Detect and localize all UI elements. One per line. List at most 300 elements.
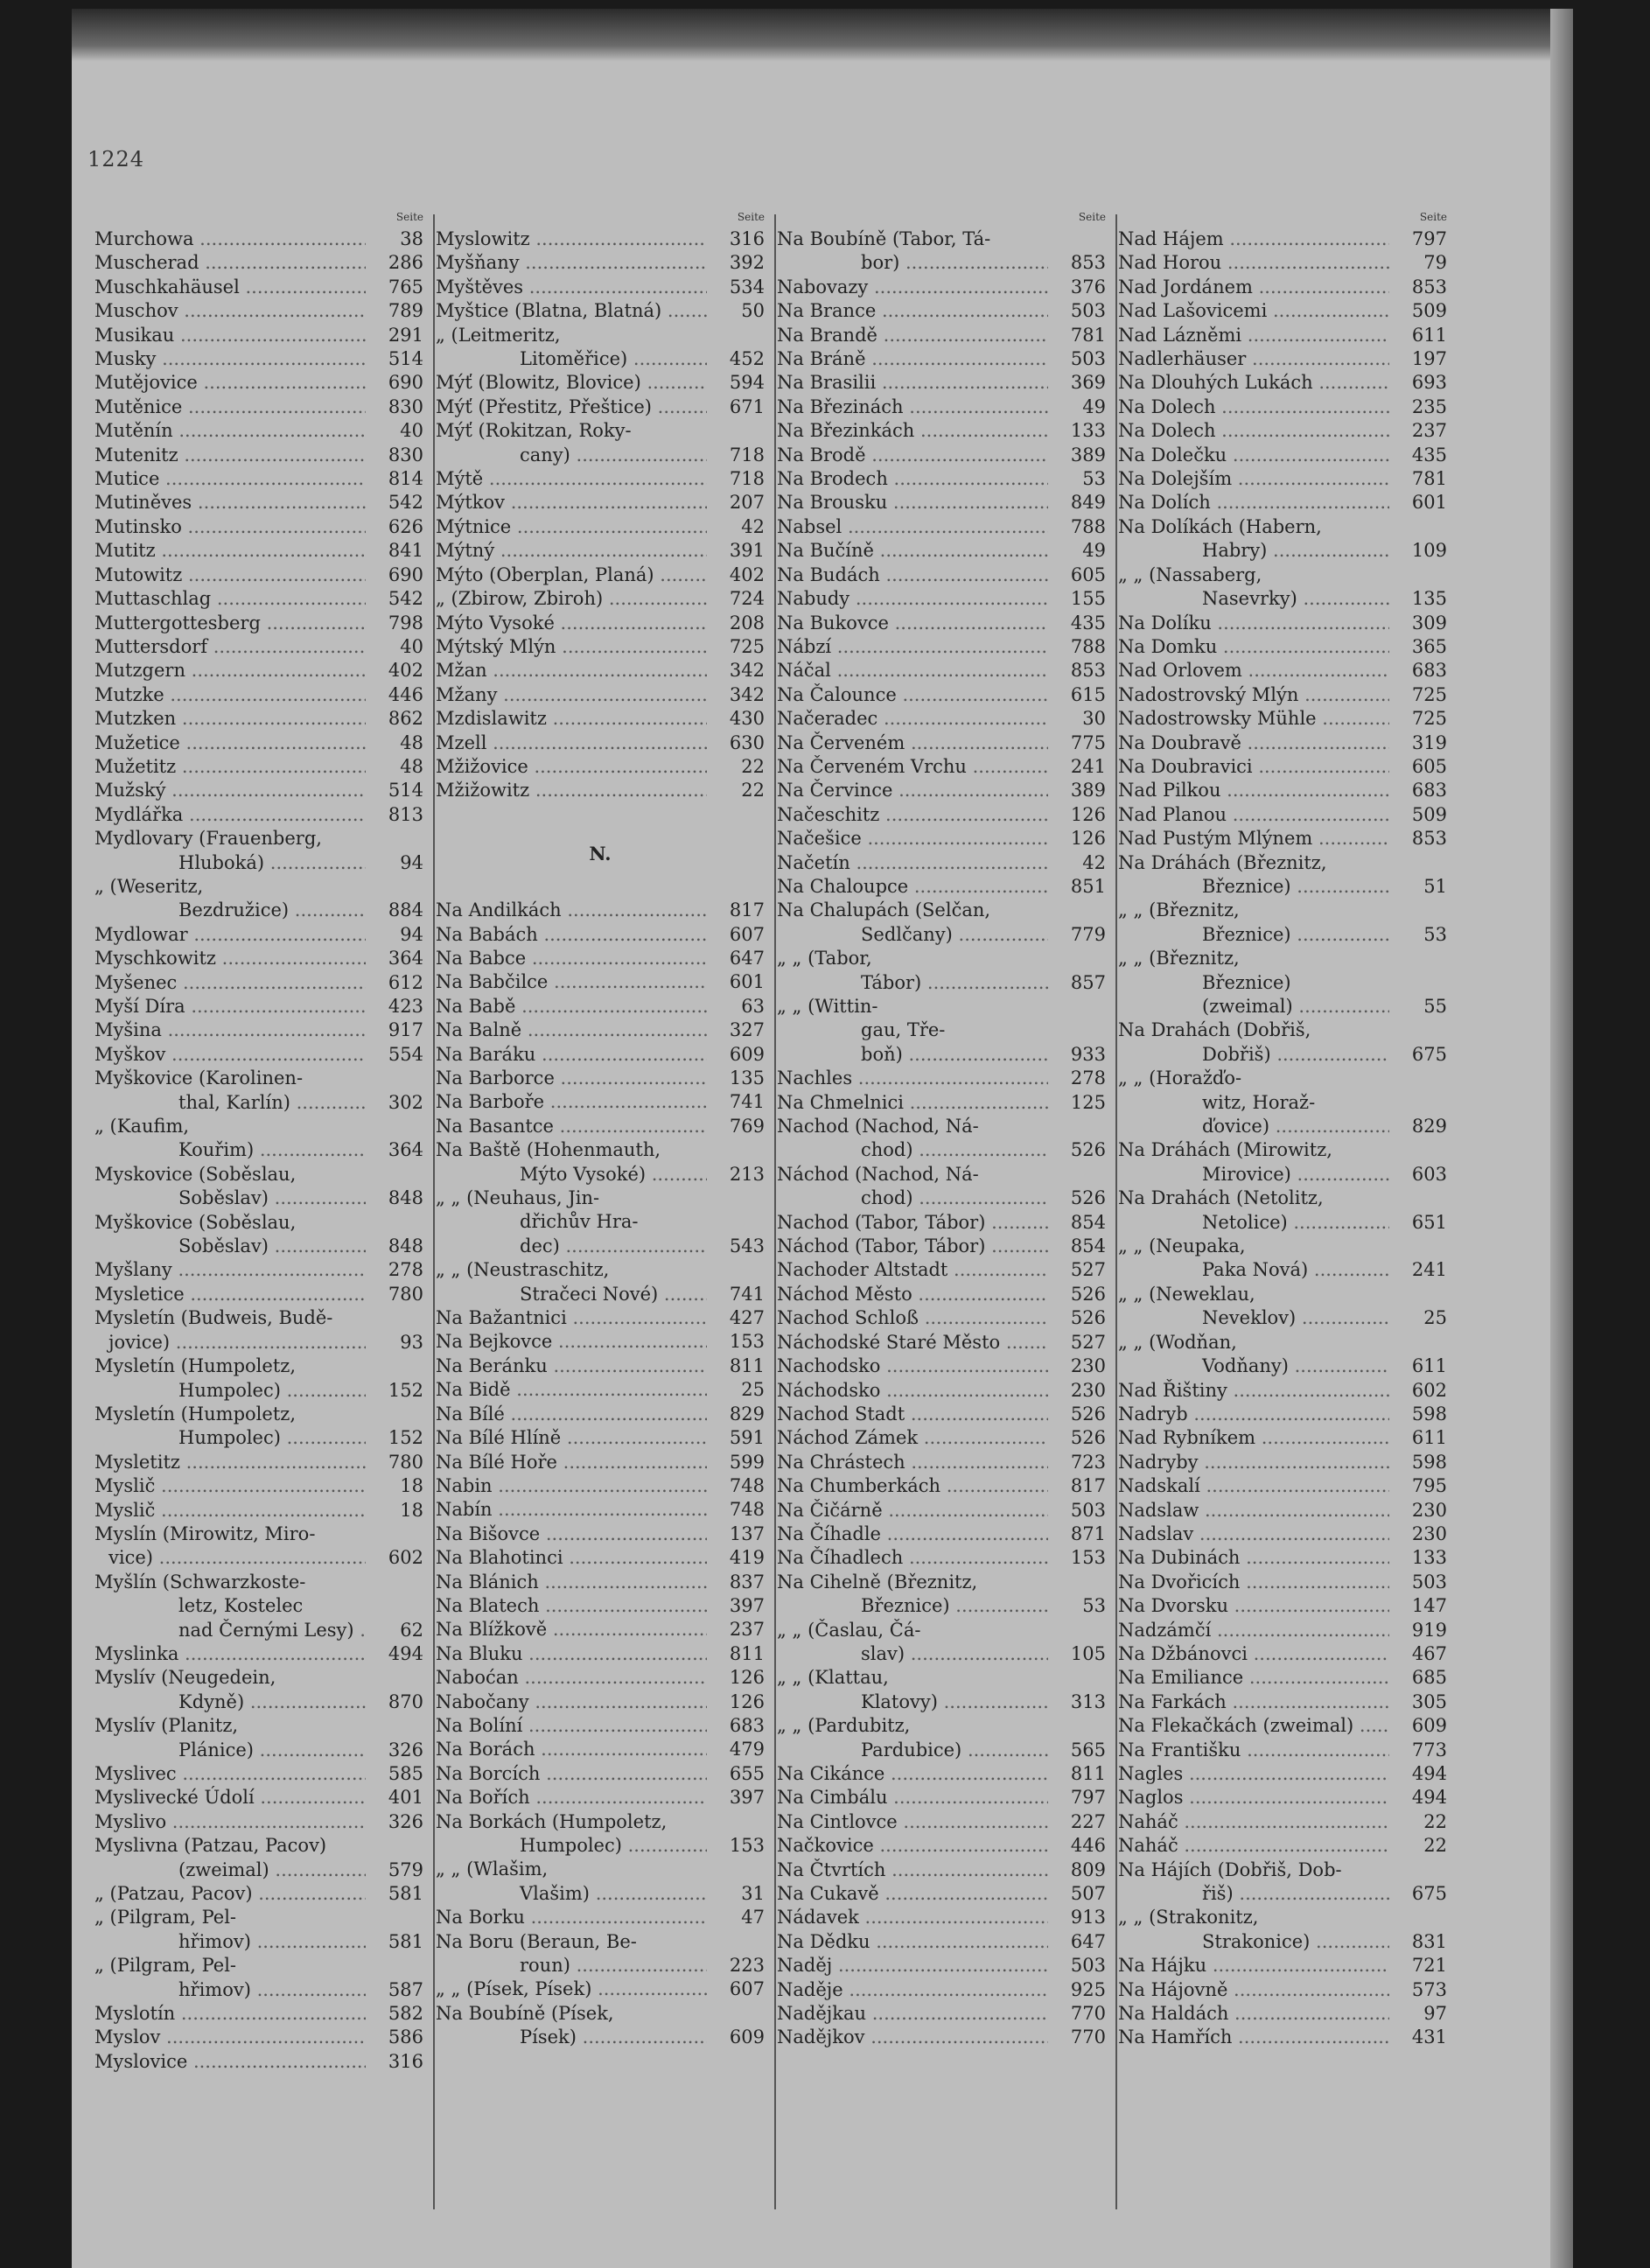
index-entry bbox=[436, 1666, 765, 1690]
index-entry-row bbox=[1118, 1258, 1447, 1282]
entry-page-number: 509 bbox=[1389, 803, 1447, 827]
index-entry bbox=[777, 1115, 1106, 1163]
entry-name: Naděje ..... bbox=[777, 1978, 1048, 2002]
entry-name: Na Bišovce ..... bbox=[436, 1522, 707, 1546]
entry-name: Na Brandě ..... bbox=[777, 324, 1048, 347]
entry-page-number: 769 bbox=[707, 1115, 765, 1138]
entry-name-continuation: Plánice) ..... bbox=[94, 1739, 366, 1762]
index-entry-row bbox=[777, 1930, 1106, 1954]
entry-name: „ (Weseritz, bbox=[94, 875, 204, 897]
index-entry bbox=[94, 324, 423, 347]
entry-name: Na Chaloupce ..... bbox=[777, 875, 1048, 899]
index-entry bbox=[1118, 396, 1447, 419]
entry-name: Nabočany ..... bbox=[436, 1690, 707, 1714]
index-entry bbox=[94, 1786, 423, 1810]
index-entry-row bbox=[436, 683, 765, 707]
entry-name: „ „ (Tabor, bbox=[777, 948, 872, 970]
index-entry-row bbox=[436, 515, 765, 539]
index-entry-row bbox=[777, 251, 1106, 275]
entry-name: Na Boru (Beraun, Be- bbox=[436, 1930, 637, 1952]
entry-page-number: 721 bbox=[1389, 1954, 1447, 1978]
entry-page-number: 809 bbox=[1048, 1858, 1106, 1882]
index-entry-row bbox=[777, 803, 1106, 827]
entry-page-number: 25 bbox=[707, 1378, 765, 1402]
entry-page-number: 599 bbox=[707, 1451, 765, 1474]
index-entry-row bbox=[436, 635, 765, 659]
index-entry-row bbox=[436, 1306, 765, 1330]
entry-page-number: 817 bbox=[707, 899, 765, 922]
index-entry-row bbox=[94, 2050, 423, 2074]
index-entry-row bbox=[1118, 1642, 1447, 1666]
entry-page-number: 135 bbox=[1389, 587, 1447, 611]
entry-page-number: 925 bbox=[1048, 1978, 1106, 2002]
index-entry-row bbox=[94, 419, 423, 443]
entry-name: Na Dolíku ..... bbox=[1118, 612, 1389, 635]
entry-page-number: 137 bbox=[707, 1522, 765, 1546]
entry-page-number: 230 bbox=[1048, 1354, 1106, 1378]
entry-page-number: 527 bbox=[1048, 1331, 1106, 1354]
index-entry-row bbox=[94, 1138, 423, 1162]
entry-page-number: 829 bbox=[1389, 1115, 1447, 1138]
column-divider bbox=[1115, 214, 1117, 2209]
index-entry bbox=[94, 995, 423, 1018]
index-entry bbox=[1118, 779, 1447, 802]
index-entry bbox=[94, 1451, 423, 1474]
entry-name-continuation: dec) ..... bbox=[436, 1235, 707, 1258]
entry-name: Mžany ..... bbox=[436, 683, 707, 707]
entry-name: Na Dolejším ..... bbox=[1118, 467, 1389, 491]
index-entry-row bbox=[436, 467, 765, 491]
index-entry bbox=[1118, 1283, 1447, 1331]
index-entry bbox=[777, 1474, 1106, 1498]
entry-page-number: 514 bbox=[366, 347, 423, 371]
entry-name: Na Brasilii ..... bbox=[777, 371, 1048, 395]
index-entry-row bbox=[94, 491, 423, 514]
index-entry-row bbox=[1118, 1810, 1447, 1834]
entry-name: Mžižovice ..... bbox=[436, 755, 707, 779]
index-entry-row bbox=[1118, 1714, 1447, 1738]
entry-page-number: 446 bbox=[1048, 1834, 1106, 1858]
entry-page-number: 389 bbox=[1048, 444, 1106, 467]
index-entry bbox=[436, 1258, 765, 1306]
index-entry-row bbox=[777, 1426, 1106, 1450]
entry-name: „ „ (Wittin- bbox=[777, 996, 878, 1017]
entry-name: Na Dvorsku ..... bbox=[1118, 1594, 1389, 1618]
entry-page-number: 829 bbox=[707, 1403, 765, 1426]
index-entry-row bbox=[777, 1306, 1106, 1330]
entry-page-number: 364 bbox=[366, 1138, 423, 1162]
index-entry-row bbox=[1118, 1115, 1447, 1138]
index-entry-row bbox=[436, 1403, 765, 1426]
index-entry bbox=[94, 1834, 423, 1882]
entry-name: Na Bidě ..... bbox=[436, 1378, 707, 1402]
index-entry-row bbox=[94, 995, 423, 1018]
entry-name-continuation: Humpolec) ..... bbox=[94, 1379, 366, 1403]
entry-page-number: 397 bbox=[707, 1594, 765, 1618]
index-entry bbox=[436, 1642, 765, 1666]
entry-page-number: 79 bbox=[1389, 251, 1447, 275]
entry-name: Nachodsko ..... bbox=[777, 1354, 1048, 1378]
index-entry-row bbox=[94, 515, 423, 539]
entry-page-number: 811 bbox=[1048, 1762, 1106, 1786]
entry-name: Myšlín (Schwarzkoste- bbox=[94, 1571, 306, 1592]
entry-name: „ „ (Neupaka, bbox=[1118, 1236, 1246, 1257]
index-entry bbox=[777, 467, 1106, 491]
index-entry-row bbox=[777, 1258, 1106, 1282]
entry-page-number: 585 bbox=[366, 1762, 423, 1786]
entry-name: Na Hájovně ..... bbox=[1118, 1978, 1389, 2002]
entry-name-continuation: gau, Tře- bbox=[861, 1019, 946, 1041]
entry-name-continuation: (zweimal) ..... bbox=[94, 1858, 366, 1882]
index-entry-row bbox=[777, 1978, 1106, 2002]
seite-header: Seite bbox=[737, 211, 765, 223]
index-entry bbox=[436, 899, 765, 922]
index-entry bbox=[1118, 444, 1447, 467]
index-entry-row bbox=[94, 1499, 423, 1522]
entry-name: Načešice ..... bbox=[777, 827, 1048, 850]
section-heading: N. bbox=[589, 842, 612, 864]
entry-name: Myštěves ..... bbox=[436, 276, 707, 299]
entry-name: Mutiněves ..... bbox=[94, 491, 366, 514]
entry-page-number: 811 bbox=[707, 1642, 765, 1666]
index-entry-row bbox=[777, 755, 1106, 779]
entry-name: Nad Jordánem ..... bbox=[1118, 276, 1389, 299]
entry-name: Na Domku ..... bbox=[1118, 635, 1389, 659]
index-entry bbox=[777, 1834, 1106, 1858]
entry-page-number: 849 bbox=[1048, 491, 1106, 514]
index-entry bbox=[777, 732, 1106, 755]
index-entry bbox=[436, 1043, 765, 1067]
entry-name: Nad Hájem ..... bbox=[1118, 228, 1389, 251]
index-entry bbox=[777, 1067, 1106, 1090]
entry-name: Nad Orlovem ..... bbox=[1118, 659, 1389, 682]
entry-page-number: 153 bbox=[707, 1330, 765, 1354]
index-entry-row bbox=[436, 707, 765, 731]
entry-page-number: 685 bbox=[1389, 1666, 1447, 1690]
index-entry bbox=[777, 444, 1106, 467]
index-entry bbox=[1118, 228, 1447, 251]
index-entry bbox=[777, 1762, 1106, 1786]
entry-name-continuation: Stračeci Nové) ..... bbox=[436, 1283, 707, 1306]
entry-page-number: 402 bbox=[366, 659, 423, 682]
index-entry bbox=[436, 1978, 765, 2001]
index-entry-row bbox=[94, 1642, 423, 1666]
entry-page-number: 831 bbox=[1389, 1930, 1447, 1954]
entry-page-number: 811 bbox=[707, 1354, 765, 1378]
index-entry bbox=[1118, 1186, 1447, 1235]
entry-name: Myslín (Mirowitz, Miro- bbox=[94, 1522, 316, 1544]
index-entry bbox=[436, 251, 765, 275]
index-entry bbox=[94, 515, 423, 539]
index-entry bbox=[94, 444, 423, 467]
index-entry-row bbox=[436, 491, 765, 514]
entry-page-number: 841 bbox=[366, 539, 423, 563]
entry-name: Mutěnice ..... bbox=[94, 396, 366, 419]
index-entry bbox=[1118, 1235, 1447, 1283]
index-entry bbox=[436, 683, 765, 707]
entry-page-number: 853 bbox=[1048, 251, 1106, 275]
entry-page-number: 741 bbox=[707, 1283, 765, 1306]
index-entry-row bbox=[777, 515, 1106, 539]
index-entry-row bbox=[1118, 1786, 1447, 1810]
entry-name: Myslovice ..... bbox=[94, 2050, 366, 2074]
index-entry-row bbox=[777, 1690, 1106, 1714]
index-entry bbox=[436, 1810, 765, 1858]
index-entry-row bbox=[436, 1090, 765, 1114]
index-entry bbox=[94, 467, 423, 491]
entry-name: Na Džbánovci ..... bbox=[1118, 1642, 1389, 1666]
entry-name: Naboćan ..... bbox=[436, 1666, 707, 1690]
entry-page-number: 526 bbox=[1048, 1138, 1106, 1162]
index-entry bbox=[94, 1258, 423, 1282]
entry-name: Na Bučíně ..... bbox=[777, 539, 1048, 563]
entry-page-number: 605 bbox=[1389, 755, 1447, 779]
index-entry bbox=[1118, 1138, 1447, 1186]
entry-page-number: 302 bbox=[366, 1091, 423, 1115]
index-entry-row bbox=[94, 1810, 423, 1834]
index-entry-row bbox=[1118, 1306, 1447, 1330]
index-entry-row bbox=[436, 1378, 765, 1402]
index-entry-row bbox=[777, 1474, 1106, 1498]
entry-name-continuation: nad Černými Lesy) ..... bbox=[94, 1619, 366, 1642]
page-number: 1224 bbox=[87, 147, 145, 172]
entry-page-number: 591 bbox=[707, 1426, 765, 1450]
index-entry bbox=[777, 1403, 1106, 1426]
entry-name: Mýť (Přestitz, Přeštice) ..... bbox=[436, 396, 707, 419]
index-entry bbox=[436, 635, 765, 659]
index-entry bbox=[1118, 899, 1447, 947]
entry-name: Na Babčilce ..... bbox=[436, 970, 707, 994]
entry-name: Náchodské Staré Město ..... bbox=[777, 1331, 1048, 1354]
index-entry-row bbox=[436, 564, 765, 587]
entry-name-continuation: Mirovice) ..... bbox=[1118, 1163, 1389, 1186]
entry-name-continuation: Vodňany) ..... bbox=[1118, 1354, 1389, 1378]
index-entry bbox=[777, 899, 1106, 947]
index-entry-row bbox=[1118, 1354, 1447, 1378]
entry-page-number: 857 bbox=[1048, 971, 1106, 995]
index-entry-row bbox=[1118, 875, 1447, 899]
index-entry-row bbox=[94, 1762, 423, 1786]
entry-page-number: 467 bbox=[1389, 1642, 1447, 1666]
entry-name: Nadějkau ..... bbox=[777, 2002, 1048, 2026]
index-entry-row bbox=[94, 251, 423, 275]
entry-name: Načeschitz ..... bbox=[777, 803, 1048, 827]
index-entry bbox=[436, 1594, 765, 1618]
entry-name: „ „ (Neuhaus, Jin- bbox=[436, 1187, 600, 1209]
entry-page-number: 207 bbox=[707, 491, 765, 514]
index-entry bbox=[777, 1499, 1106, 1522]
entry-page-number: 223 bbox=[707, 1954, 765, 1978]
index-entry bbox=[94, 299, 423, 323]
index-entry bbox=[1118, 1426, 1447, 1450]
entry-page-number: 435 bbox=[1048, 612, 1106, 635]
index-entry-row bbox=[94, 755, 423, 779]
entry-name-continuation: Soběslav) ..... bbox=[94, 1235, 366, 1258]
entry-page-number: 788 bbox=[1048, 635, 1106, 659]
index-entry bbox=[94, 564, 423, 587]
index-entry-row bbox=[436, 899, 765, 922]
entry-page-number: 62 bbox=[366, 1619, 423, 1642]
entry-page-number: 789 bbox=[366, 299, 423, 323]
index-entry-row bbox=[1118, 324, 1447, 347]
entry-page-number: 605 bbox=[1048, 564, 1106, 587]
entry-name: Na Babě ..... bbox=[436, 995, 707, 1018]
entry-name: Myslič ..... bbox=[94, 1474, 366, 1498]
index-entry bbox=[436, 923, 765, 947]
entry-name: Mužetitz ..... bbox=[94, 755, 366, 779]
index-entry-row bbox=[94, 2002, 423, 2026]
index-entry bbox=[94, 1043, 423, 1067]
index-entry bbox=[777, 1666, 1106, 1714]
entry-name: „ (Zbirow, Zbiroh) ..... bbox=[436, 587, 707, 611]
index-entry bbox=[436, 1714, 765, 1738]
entry-name: Na Brodě ..... bbox=[777, 444, 1048, 467]
entry-name: Nabovazy ..... bbox=[777, 276, 1048, 299]
index-entry bbox=[436, 1738, 765, 1761]
entry-name: Nábzí ..... bbox=[777, 635, 1048, 659]
index-entry bbox=[777, 1714, 1106, 1762]
index-entry-row bbox=[436, 612, 765, 635]
index-entry-row bbox=[436, 1618, 765, 1642]
entry-page-number: 40 bbox=[366, 419, 423, 443]
entry-page-number: 770 bbox=[1048, 2002, 1106, 2026]
index-entry bbox=[436, 1115, 765, 1138]
index-entry bbox=[777, 779, 1106, 802]
index-entry-row bbox=[1118, 228, 1447, 251]
entry-name: Náchod Zámek ..... bbox=[777, 1426, 1048, 1450]
index-entry-row bbox=[94, 1474, 423, 1498]
index-entry-row bbox=[436, 1594, 765, 1618]
index-entry-row bbox=[777, 564, 1106, 587]
index-column-3 bbox=[777, 210, 1106, 2050]
entry-name: „ „ (Pardubitz, bbox=[777, 1715, 911, 1737]
index-entry bbox=[1118, 947, 1447, 1018]
entry-page-number: 871 bbox=[1048, 1522, 1106, 1546]
entry-name: Na Baráku ..... bbox=[436, 1043, 707, 1067]
entry-name: Na Andilkách ..... bbox=[436, 899, 707, 922]
index-entry bbox=[436, 1906, 765, 1929]
entry-name: „ „ (Nassaberg, bbox=[1118, 564, 1262, 585]
index-entry bbox=[94, 1306, 423, 1354]
entry-name: Na Bílé ..... bbox=[436, 1403, 707, 1426]
entry-name-continuation: Březnice) ..... bbox=[777, 1594, 1048, 1618]
entry-name: Nad Planou ..... bbox=[1118, 803, 1389, 827]
index-entry bbox=[436, 659, 765, 682]
entry-name: Mydlowar ..... bbox=[94, 923, 366, 947]
index-entry-row bbox=[1118, 1403, 1447, 1426]
entry-page-number: 675 bbox=[1389, 1882, 1447, 1906]
index-entry bbox=[1118, 1978, 1447, 2002]
index-entry bbox=[1118, 1714, 1447, 1738]
entry-name-continuation: chod) ..... bbox=[777, 1138, 1048, 1162]
index-entry-row bbox=[94, 299, 423, 323]
entry-name-continuation: Klatovy) ..... bbox=[777, 1690, 1048, 1714]
entry-name: Na Borách ..... bbox=[436, 1738, 707, 1761]
index-entry bbox=[436, 396, 765, 419]
entry-name: Myšňany ..... bbox=[436, 251, 707, 275]
index-entry-row bbox=[94, 587, 423, 611]
entry-name-continuation: Sedlčany) ..... bbox=[777, 923, 1048, 947]
index-entry bbox=[94, 371, 423, 395]
entry-page-number: 851 bbox=[1048, 875, 1106, 899]
entry-name: Mutěnín ..... bbox=[94, 419, 366, 443]
index-entry bbox=[436, 539, 765, 563]
index-entry-row bbox=[1118, 1762, 1447, 1786]
index-entry-row bbox=[777, 827, 1106, 850]
index-entry-row bbox=[436, 1834, 765, 1858]
index-entry-row bbox=[777, 2026, 1106, 2049]
index-entry bbox=[1118, 707, 1447, 731]
entry-page-number: 53 bbox=[1048, 1594, 1106, 1618]
index-entry bbox=[1118, 2002, 1447, 2026]
entry-name: Na Drahách (Dobřiš, bbox=[1118, 1019, 1311, 1041]
index-entry bbox=[436, 1474, 765, 1498]
entry-page-number: 63 bbox=[707, 995, 765, 1018]
entry-name: Nadějkov ..... bbox=[777, 2026, 1048, 2049]
index-entry bbox=[777, 276, 1106, 299]
entry-name: Na Cintlovce ..... bbox=[777, 1810, 1048, 1834]
entry-page-number: 581 bbox=[366, 1930, 423, 1954]
entry-name-continuation: Habry) ..... bbox=[1118, 539, 1389, 563]
index-entry-row bbox=[436, 2026, 765, 2049]
index-entry-row bbox=[777, 1354, 1106, 1378]
entry-name: Muschkahäusel ..... bbox=[94, 276, 366, 299]
index-entry bbox=[777, 1163, 1106, 1211]
entry-page-number: 391 bbox=[707, 539, 765, 563]
entry-name: Myškov ..... bbox=[94, 1043, 366, 1067]
index-entry bbox=[777, 2026, 1106, 2049]
entry-page-number: 291 bbox=[366, 324, 423, 347]
index-entry bbox=[94, 947, 423, 970]
entry-name: Na Brance ..... bbox=[777, 299, 1048, 323]
binding-shadow bbox=[1550, 9, 1573, 2268]
index-entry-row bbox=[94, 971, 423, 995]
index-entry bbox=[436, 755, 765, 779]
entry-page-number: 237 bbox=[707, 1618, 765, 1642]
index-entry-row bbox=[94, 228, 423, 251]
entry-name: Musikau ..... bbox=[94, 324, 366, 347]
entry-page-number: 446 bbox=[366, 683, 423, 707]
entry-page-number: 47 bbox=[707, 1906, 765, 1929]
index-entry-row bbox=[777, 1379, 1106, 1403]
entry-page-number: 126 bbox=[1048, 827, 1106, 850]
index-entry bbox=[1118, 755, 1447, 779]
entry-name: Naglos ..... bbox=[1118, 1786, 1389, 1810]
entry-name: Myštice (Blatna, Blatná) ..... bbox=[436, 299, 707, 323]
entry-name: Na Drahách (Netolitz, bbox=[1118, 1187, 1324, 1209]
index-entry bbox=[94, 2026, 423, 2049]
index-entry bbox=[436, 564, 765, 587]
index-entry bbox=[777, 1882, 1106, 1906]
entry-name: Mysletín (Humpoletz, bbox=[94, 1403, 296, 1424]
entry-page-number: 693 bbox=[1389, 371, 1447, 395]
index-entry bbox=[777, 1810, 1106, 1834]
entry-name-continuation: bor) ..... bbox=[777, 251, 1048, 275]
entry-page-number: 364 bbox=[366, 947, 423, 970]
entry-page-number: 526 bbox=[1048, 1426, 1106, 1450]
index-entry-row bbox=[1118, 251, 1447, 275]
index-entry bbox=[1118, 564, 1447, 612]
index-entry bbox=[436, 515, 765, 539]
entry-page-number: 797 bbox=[1389, 228, 1447, 251]
index-entry-row bbox=[1118, 612, 1447, 635]
entry-name: Myskovice (Soběslau, bbox=[94, 1163, 297, 1185]
entry-page-number: 543 bbox=[707, 1235, 765, 1258]
entry-page-number: 494 bbox=[1389, 1762, 1447, 1786]
index-entry-row bbox=[777, 707, 1106, 731]
index-entry-row bbox=[436, 396, 765, 419]
entry-name: Na Emiliance ..... bbox=[1118, 1666, 1389, 1690]
